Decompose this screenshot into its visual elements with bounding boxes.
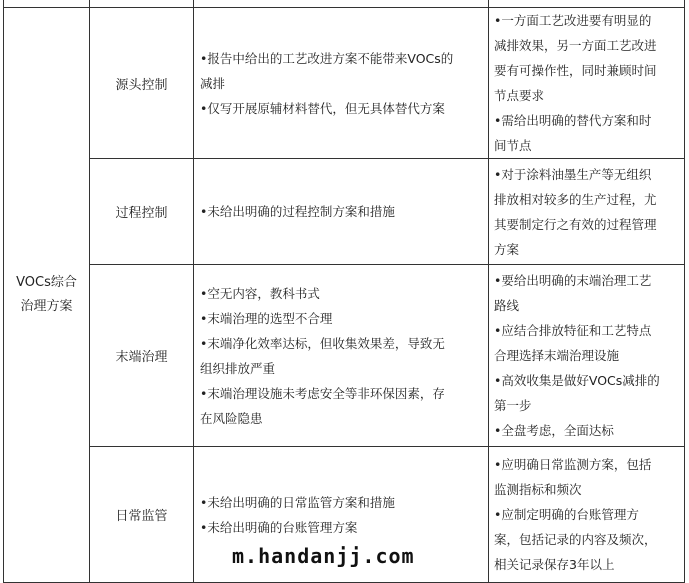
requirements-cell — [489, 8, 685, 159]
category-label-line2: 治理方案 — [20, 299, 73, 314]
requirement-line: 节点要求 — [494, 88, 545, 103]
requirement-line: •应明确日常监测方案，包括 — [494, 457, 652, 472]
requirements-cell — [489, 265, 685, 447]
requirement-line: 方案 — [494, 241, 520, 257]
requirement-line: •要给出明确的末端治理工艺 — [494, 273, 652, 288]
requirement-line: •应结合排放特征和工艺特点 — [494, 323, 652, 338]
subject-cell: 末端治理 — [90, 265, 194, 447]
problem-line: •未给出明确的台账管理方案 — [200, 519, 358, 535]
category-label-line1: VOCs综合 — [16, 275, 77, 290]
requirement-line: •高效收集是做好VOCs减排的 — [494, 373, 660, 388]
requirement-line: 第一步 — [494, 398, 532, 413]
requirement-line: 相关记录保存3年以上 — [494, 557, 615, 572]
problem-line: •末端净化效率达标，但收集效果差，导致无 — [200, 335, 445, 351]
requirement-line: •应制定明确的台账管理方 — [494, 507, 639, 522]
requirement-line: 案，包括记录的内容及频次， — [494, 532, 657, 547]
table-header-stub — [4, 0, 685, 8]
requirement-line: •对于涂料油墨生产等无组织 — [494, 166, 652, 182]
subject-cell: 源头控制 — [90, 8, 194, 159]
problem-line: 减排 — [200, 75, 226, 91]
requirement-line: •全盘考虑，全面达标 — [494, 423, 614, 438]
requirements-cell — [489, 447, 685, 583]
subject-cell: 日常监管 — [90, 447, 194, 583]
subject-cell: 过程控制 — [90, 159, 194, 265]
requirement-line: 要有可操作性，同时兼顾时间 — [494, 63, 657, 78]
requirement-line: 监测指标和频次 — [494, 482, 582, 497]
requirement-line: 路线 — [494, 298, 520, 313]
problem-line: •仅写开展原辅材料替代，但无具体替代方案 — [200, 100, 445, 116]
problem-line: 在风险隐患 — [200, 410, 263, 426]
requirement-line: •一方面工艺改进要有明显的 — [494, 13, 652, 28]
problems-cell — [194, 8, 489, 159]
requirement-line: 排放相对较多的生产过程，尤 — [494, 191, 657, 207]
problem-line: •报告中给出的工艺改进方案不能带来VOCs的 — [200, 50, 454, 66]
requirement-line: 间节点 — [494, 138, 532, 153]
table-row — [4, 265, 685, 447]
table-row — [4, 8, 685, 159]
problems-cell — [194, 265, 489, 447]
problem-line: •未给出明确的过程控制方案和措施 — [200, 204, 395, 219]
requirements-cell — [489, 159, 685, 265]
category-cell — [4, 8, 90, 583]
problem-line: •空无内容，教科书式 — [200, 285, 320, 301]
requirement-line: 其要制定行之有效的过程管理 — [494, 216, 657, 232]
requirement-line: •需给出明确的替代方案和时 — [494, 113, 652, 128]
table-row — [4, 159, 685, 265]
requirement-line: 减排效果，另一方面工艺改进 — [494, 38, 657, 53]
governance-table — [3, 0, 685, 583]
problem-line: 组织排放严重 — [200, 360, 276, 376]
requirement-line: 合理选择末端治理设施 — [494, 348, 620, 363]
problem-line: •末端治理的选型不合理 — [200, 310, 333, 326]
problem-line: •未给出明确的日常监管方案和措施 — [200, 494, 395, 510]
problems-cell — [194, 159, 489, 265]
site-watermark: m.handanjj.com — [232, 544, 415, 568]
problem-line: •末端治理设施未考虑安全等非环保因素，存 — [200, 385, 445, 401]
